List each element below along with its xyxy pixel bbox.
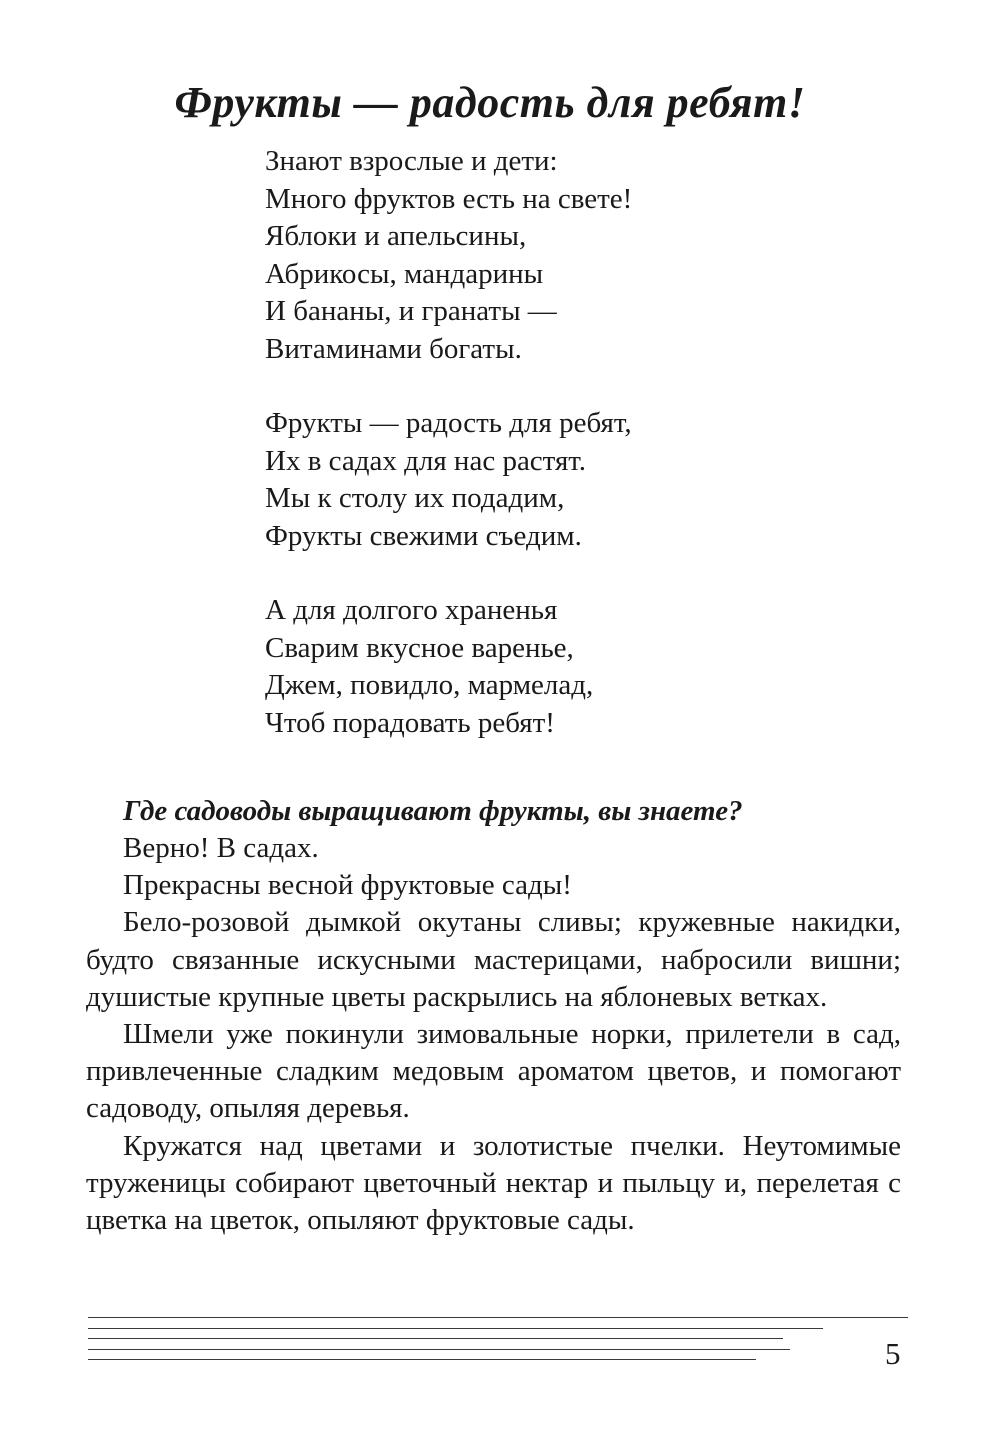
poem-stanza-3 [265, 592, 825, 742]
poem-line: Витаминами богаты. [265, 332, 522, 365]
footer-rule [88, 1328, 823, 1329]
poem [265, 143, 825, 779]
poem-line: Чтоб порадовать ребят! [265, 706, 555, 739]
poem-line: Фрукты — радость для ребят, [265, 407, 632, 439]
footer-rule [88, 1349, 790, 1350]
question-heading: Где садоводы выращивают фрукты, вы знаете? [123, 795, 743, 827]
page-number: 5 [885, 1336, 901, 1371]
poem-line: Абрикосы, мандарины [265, 257, 544, 290]
poem-line: Джем, повидло, мармелад, [265, 669, 594, 701]
paragraph-bumblebees: Шмели уже покинули зимовальные норки, прилетели в сад, привлеченные сладким медовым ароматом цветов, и помогают садоводу, опыляя деревья. [86, 1018, 901, 1125]
paragraph-bees: Кружатся над цветами и золотистые пчелки. Неутомимые труженицы собирают цветочный нектар и пыльцу и, перелетая с цветка на цветок, опыляют фруктовые сады. [86, 1129, 901, 1237]
answer-line: Верно! В садах. [123, 832, 319, 864]
poem-line: Мы к столу их подадим, [265, 482, 565, 514]
poem-line: Много фруктов есть на свете! [265, 182, 633, 215]
poem-line: Сварим вкусное варенье, [265, 631, 574, 664]
footer-rule [88, 1338, 783, 1339]
prose-section [86, 793, 901, 1239]
poem-stanza-2 [265, 405, 825, 555]
paragraph-plums-cherries: Бело-розовой дымкой окутаны сливы; кружевные накидки, будто связанные искусными мастерицами, набросили вишни; душистые крупные цветы раскрылись на яблоневых ветках. [86, 906, 901, 1013]
page-title: Фрукты — радость для ребят! [174, 78, 806, 127]
answer-line: Прекрасны весной фруктовые сады! [123, 869, 572, 902]
footer-rule [88, 1359, 756, 1360]
poem-stanza-1 [265, 143, 825, 368]
poem-line: Их в садах для нас растят. [265, 444, 587, 477]
footer-rules [88, 1317, 908, 1367]
poem-line: Знают взрослые и дети: [265, 145, 558, 177]
poem-line: Фрукты свежими съедим. [265, 519, 582, 552]
footer-rule [88, 1317, 908, 1318]
poem-line: И бананы, и гранаты — [265, 295, 557, 327]
poem-line: Яблоки и апельсины, [265, 220, 527, 252]
poem-line: А для долгого храненья [265, 594, 558, 626]
